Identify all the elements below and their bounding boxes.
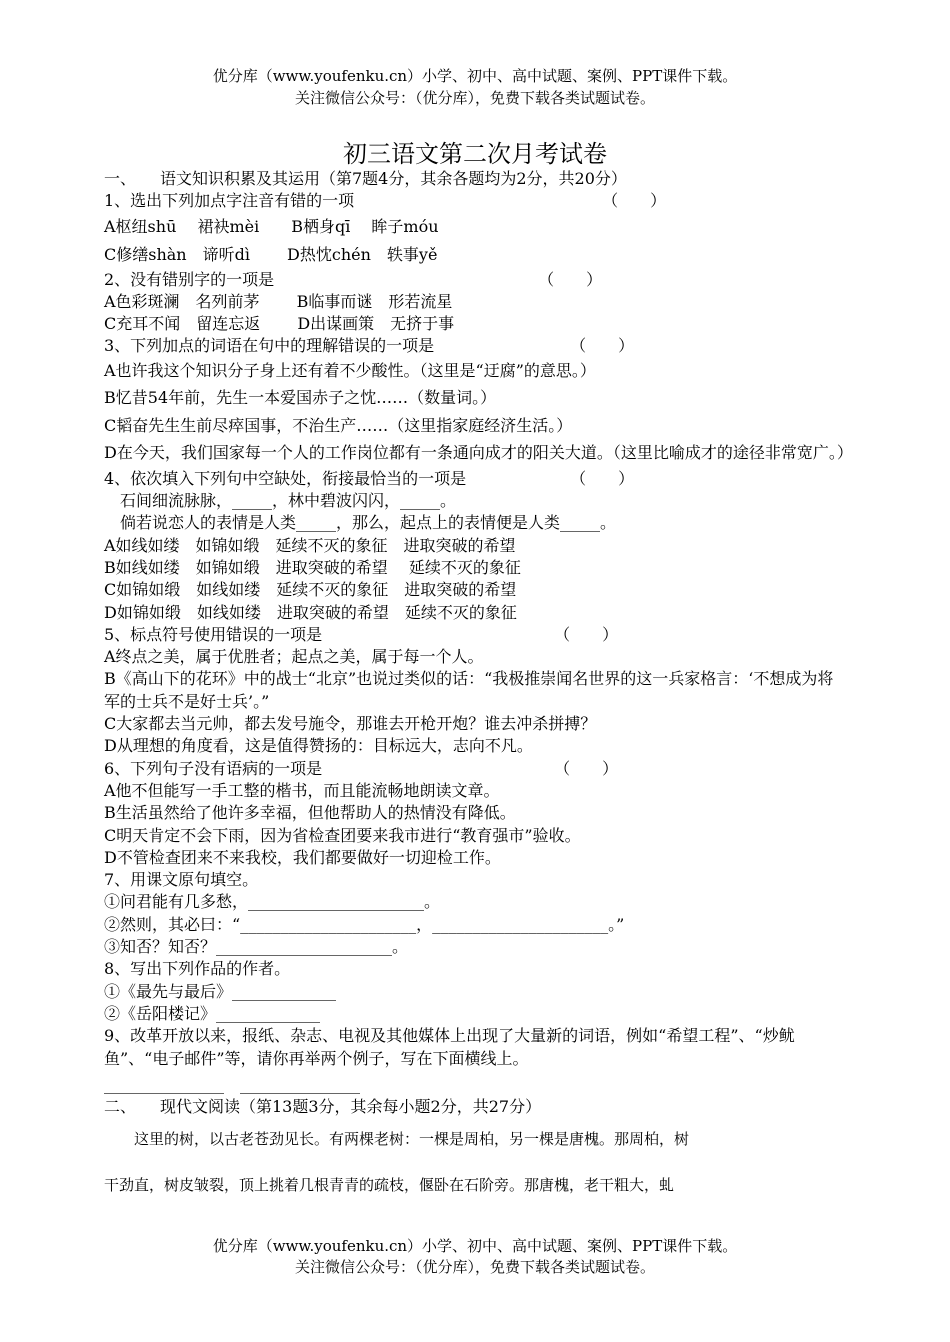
- question-line: B忆昔54年前，先生一本爱国赤子之忱……（数量词。）: [104, 387, 497, 407]
- question-line: 9、改革开放以来，报纸、杂志、电视及其他媒体上出现了大量新的词语，例如“希望工程”、“炒鱿鱼”、“电子邮件”等，请你再举两个例子，写在下面横线上。: [104, 1026, 795, 1068]
- question-line: B《高山下的花环》中的战士“北京”也说过类似的话：“我极推崇闻名世界的这一兵家格言：‘不想成为将军的士兵不是好士兵’。”: [104, 669, 834, 711]
- question-line: A终点之美，属于优胜者；起点之美，属于每一个人。: [104, 647, 484, 667]
- section-heading: 二、 现代文阅读（第13题3分，其余每小题2分，共27分）: [104, 1097, 542, 1117]
- fill-blank-line: _______________ _______________: [104, 1074, 361, 1094]
- question-line: C韬奋先生生前尽瘁国事，不治生产……（这里指家庭经济生活。）: [104, 415, 573, 435]
- fill-blank-line: ③知否？知否？______________________。: [104, 937, 409, 957]
- question-line: 石间细流脉脉，_____，林中碧波闪闪，_____。: [104, 491, 457, 511]
- question-line: A也许我这个知识分子身上还有着不少酸性。（这里是“迂腐”的意思。）: [104, 360, 596, 380]
- question-line: 3、下列加点的词语在句中的理解错误的一项是 （ ）: [104, 336, 635, 356]
- fill-blank-line: ②《岳阳楼记》_____________: [104, 1003, 321, 1023]
- question-line: D从理想的角度看，这是值得赞扬的：目标远大，志向不凡。: [104, 736, 533, 756]
- question-line: 8、写出下列作品的作者。: [104, 959, 291, 979]
- question-line: 6、下列句子没有语病的一项是 （ ）: [104, 758, 619, 778]
- question-line: 2、没有错别字的一项是 （ ）: [104, 269, 603, 289]
- footer-line-2: 关注微信公众号：（优分库），免费下载各类试题试卷。: [294, 1258, 655, 1276]
- question-line: 1、选出下列加点字注音有错的一项 （ ）: [104, 191, 667, 211]
- question-line: A枢纽shū 裙袂mèi B栖身qī 眸子móu: [104, 216, 439, 236]
- passage-line: 干劲直，树皮皱裂，顶上挑着几根青青的疏枝，偃卧在石阶旁。那唐槐，老干粗大，虬: [104, 1176, 675, 1194]
- question-line: A如线如缕 如锦如缎 延续不灭的象征 进取突破的希望: [104, 535, 516, 555]
- question-line: C充耳不闻 留连忘返 D出谋画策 无挤于事: [104, 314, 455, 334]
- question-line: D在今天，我们国家每一个人的工作岗位都有一条通向成才的阳关大道。（这里比喻成才的途径非常宽广。）: [104, 442, 853, 462]
- question-line: 7、用课文原句填空。: [104, 870, 259, 890]
- exam-body: [104, 168, 853, 1118]
- question-line: 倘若说恋人的表情是人类_____，那么，起点上的表情便是人类_____。: [104, 513, 617, 533]
- question-line: 4、依次填入下列句中空缺处，衔接最恰当的一项是 （ ）: [104, 468, 635, 488]
- footer-line-1: 优分库（www.youfenku.cn）小学、初中、高中试题、案例、PPT课件下载。: [212, 1237, 738, 1255]
- question-line: C如锦如缎 如线如缕 延续不灭的象征 进取突破的希望: [104, 580, 517, 600]
- question-line: 5、标点符号使用错误的一项是 （ ）: [104, 624, 619, 644]
- question-line: D如锦如缎 如线如缕 进取突破的希望 延续不灭的象征: [104, 602, 517, 622]
- question-line: B如线如缕 如锦如缎 进取突破的希望 延续不灭的象征: [104, 557, 521, 577]
- question-line: A他不但能写一手工整的楷书，而且能流畅地朗读文章。: [104, 780, 500, 800]
- fill-blank-line: ①问君能有几多愁，______________________。: [104, 892, 441, 912]
- section-heading: 一、 语文知识积累及其运用（第7题4分，其余各题均为2分，共20分）: [104, 169, 627, 188]
- header-line-2: 关注微信公众号：（优分库），免费下载各类试题试卷。: [294, 89, 655, 107]
- question-line: B生活虽然给了他许多幸福，但他帮助人的热情没有降低。: [104, 803, 516, 823]
- question-line: D不管检查团来不来我校，我们都要做好一切迎检工作。: [104, 847, 501, 867]
- header-line-1: 优分库（www.youfenku.cn）小学、初中、高中试题、案例、PPT课件下载。: [212, 67, 738, 85]
- question-line: C大家都去当元帅，都去发号施令，那谁去开枪开炮？谁去冲杀拼搏？: [104, 714, 597, 734]
- question-line: A色彩斑澜 名列前茅 B临事而谜 形若流星: [104, 291, 453, 311]
- question-line: C修缮shàn 谛听dì D热忱chén 轶事yě: [104, 244, 438, 264]
- fill-blank-line: ②然则，其必曰：“______________________，______________________。”: [104, 914, 625, 934]
- passage-line: 这里的树，以古老苍劲见长。有两棵老树：一棵是周柏，另一棵是唐槐。那周柏，树: [104, 1130, 690, 1148]
- question-line: C明天肯定不会下雨，因为省检查团要来我市进行“教育强市”验收。: [104, 825, 581, 845]
- page-title: 初三语文第二次月考试卷: [343, 140, 607, 168]
- fill-blank-line: ①《最先与最后》_____________: [104, 981, 337, 1001]
